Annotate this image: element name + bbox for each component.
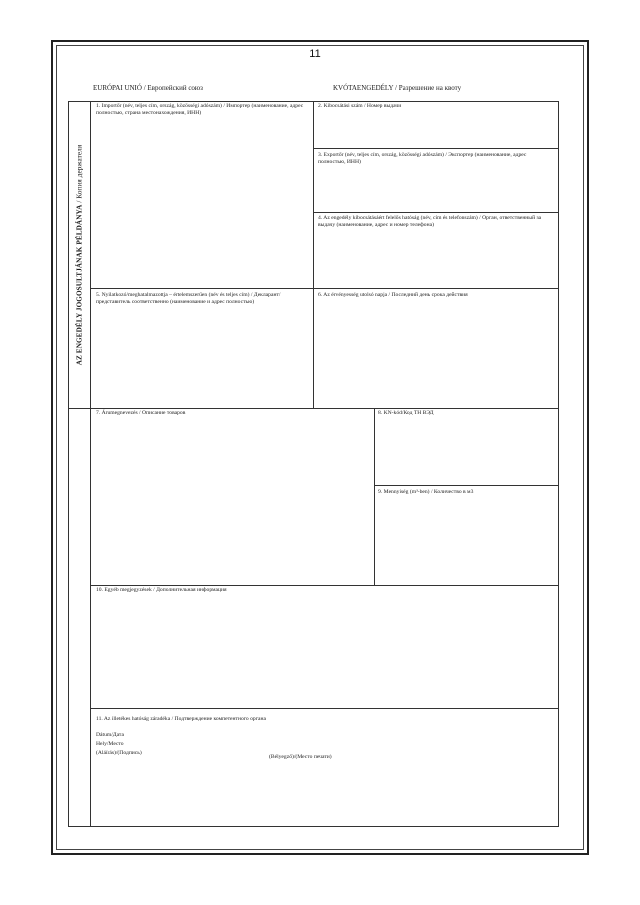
header-eu-union: EURÓPAI UNIÓ / Европейский союз bbox=[93, 84, 203, 92]
field-1-importer: 1. Importőr (név, teljes cím, ország, közösségi adószám) / Импортер (наименование, адрес полностью, страна местонахождения, ИНН) bbox=[96, 103, 304, 116]
row-divider-3-4 bbox=[313, 212, 559, 213]
side-column-divider bbox=[90, 101, 91, 408]
cn-code-divider bbox=[374, 408, 375, 585]
field-8-cn-code: 8. KN-kód/Код ТН ВЭД bbox=[378, 410, 434, 416]
goods-block-divider bbox=[90, 408, 91, 827]
signature-label: (Aláírás)/(Подпись) bbox=[96, 750, 142, 756]
holder-copy-label-hu: AZ ENGEDÉLY JOGOSULTJÁNAK PÉLDÁNYA bbox=[75, 204, 83, 365]
field-5-declarant: 5. Nyilatkozó/meghatalmazottja – értelemszerűen (név és teljes cím) / Декларант/представитель соответственно (наименование и адрес полностью) bbox=[96, 292, 281, 305]
field-9-quantity: 9. Mennyiség (m³-ben) / Количество в м3 bbox=[378, 489, 474, 495]
holder-copy-label-ru: / Копия держателя bbox=[75, 144, 83, 205]
field-3-exporter: 3. Exportőr (név, teljes cím, ország, közösségi adószám) / Экспортер (наименование, адрес полностью, ИНН) bbox=[318, 152, 527, 165]
row-divider-top-block bbox=[90, 288, 559, 289]
header-quota-licence: KVÓTAENGEDÉLY / Разрешение на квоту bbox=[333, 84, 462, 92]
row-divider-8-9 bbox=[374, 485, 559, 486]
stamp-label: (Bélyegző)/(Место печати) bbox=[269, 754, 332, 760]
row-divider-remarks bbox=[90, 585, 559, 586]
row-divider-2-3 bbox=[313, 148, 559, 149]
field-10-remarks: 10. Egyéb megjegyzések / Дополнительная информация bbox=[96, 587, 227, 593]
row-divider-goods bbox=[68, 408, 559, 409]
date-label: Dátum/Дата bbox=[96, 732, 124, 738]
row-divider-authority bbox=[90, 708, 559, 709]
field-6-last-day-validity: 6. Az érvényesség utolsó napja / Последний день срока действия bbox=[318, 292, 468, 298]
field-4-issuing-authority: 4. Az engedély kibocsátásáért felelős hatóság (név, cím és telefonszám) / Орган, ответственный за выдачу (наименование, адрес и номер телефона) bbox=[318, 215, 542, 228]
page-number: 11 bbox=[309, 48, 321, 60]
place-label: Hely/Место bbox=[96, 741, 124, 747]
field-2-issue-number: 2. Kibocsátási szám / Номер выдачи bbox=[318, 103, 402, 109]
holder-copy-vertical-label bbox=[68, 101, 90, 408]
field-11-authority-endorsement: 11. Az illetékes hatóság záradéka / Подтверждение компетентного органа bbox=[96, 716, 266, 722]
field-7-goods-description: 7. Árumegnevezés / Описание товаров bbox=[96, 410, 186, 416]
